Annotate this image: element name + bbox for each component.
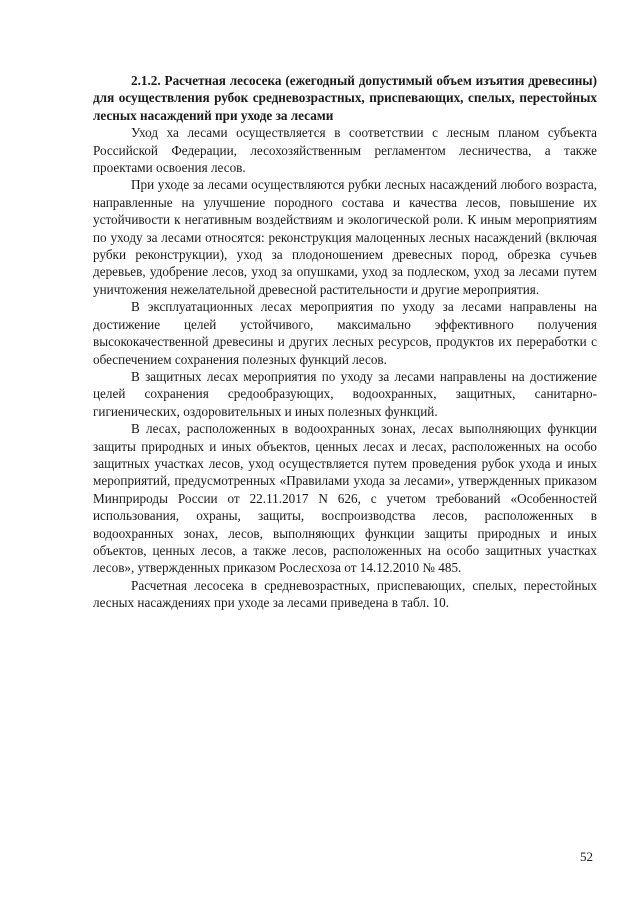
paragraph-3: В эксплуатационных лесах мероприятия по уходу за лесами направлены на достижение целей устойчивого, максимально эффективного получения высококачественной древесины и других лесных ресурсов, продуктов их переработки с обеспечением сохранения полезных функций лесов.: [93, 299, 597, 367]
document-body: [93, 72, 597, 612]
paragraph-2: При уходе за лесами осуществляются рубки лесных насаждений любого возраста, направленные на улучшение породного состава и качества лесов, повышение их устойчивости к негативным воздействиям и экологической роли. К иным мероприятиям по уходу за лесами относятся: реконструкция малоценных лесных насаждений (включая рубки реконструкции), уход за плодоношением древесных пород, обрезка сучьев деревьев, удобрение лесов, уход за опушками, уход за подлеском, уход за лесами путем уничтожения нежелательной древесной растительности и другие мероприятия.: [93, 177, 597, 297]
paragraph-1: Уход ха лесами осуществляется в соответствии с лесным планом субъекта Российской Федерации, лесохозяйственным регламентом лесничества, а также проектами освоения лесов.: [93, 125, 597, 176]
paragraph-6: Расчетная лесосека в средневозрастных, приспевающих, спелых, перестойных лесных насаждениях при уходе за лесами приведена в табл. 10.: [93, 577, 597, 611]
paragraph-5: В лесах, расположенных в водоохранных зонах, лесах выполняющих функции защиты природных и иных объектов, ценных лесах и лесах, расположенных на особо защитных участках лесов, уход осуществляется путем проведения рубок ухода и иных мероприятий, предусмотренных «Правилами ухода за лесами», утвержденных приказом Минприроды России от 22.11.2017 N 626, с учетом требований «Особенностей использования, охраны, защиты, воспроизводства лесов, расположенных в водоохранных зонах, лесов, выполняющих функции защиты природных и иных объектов, ценных лесов, а также лесов, расположенных на особо защитных участках лесов», утвержденных приказом Рослесхоза от 14.12.2010 № 485.: [93, 421, 597, 576]
paragraph-4: В защитных лесах мероприятия по уходу за лесами направлены на достижение целей сохранения средообразующих, водоохранных, защитных, санитарно-гигиенических, оздоровительных и иных полезных функций.: [93, 368, 597, 419]
page-number: 52: [580, 849, 593, 864]
section-heading: 2.1.2. Расчетная лесосека (ежегодный допустимый объем изъятия древесины) для осуществления рубок средневозрастных, приспевающих, спелых, перестойных лесных насаждений при уходе за лесами: [93, 73, 597, 123]
